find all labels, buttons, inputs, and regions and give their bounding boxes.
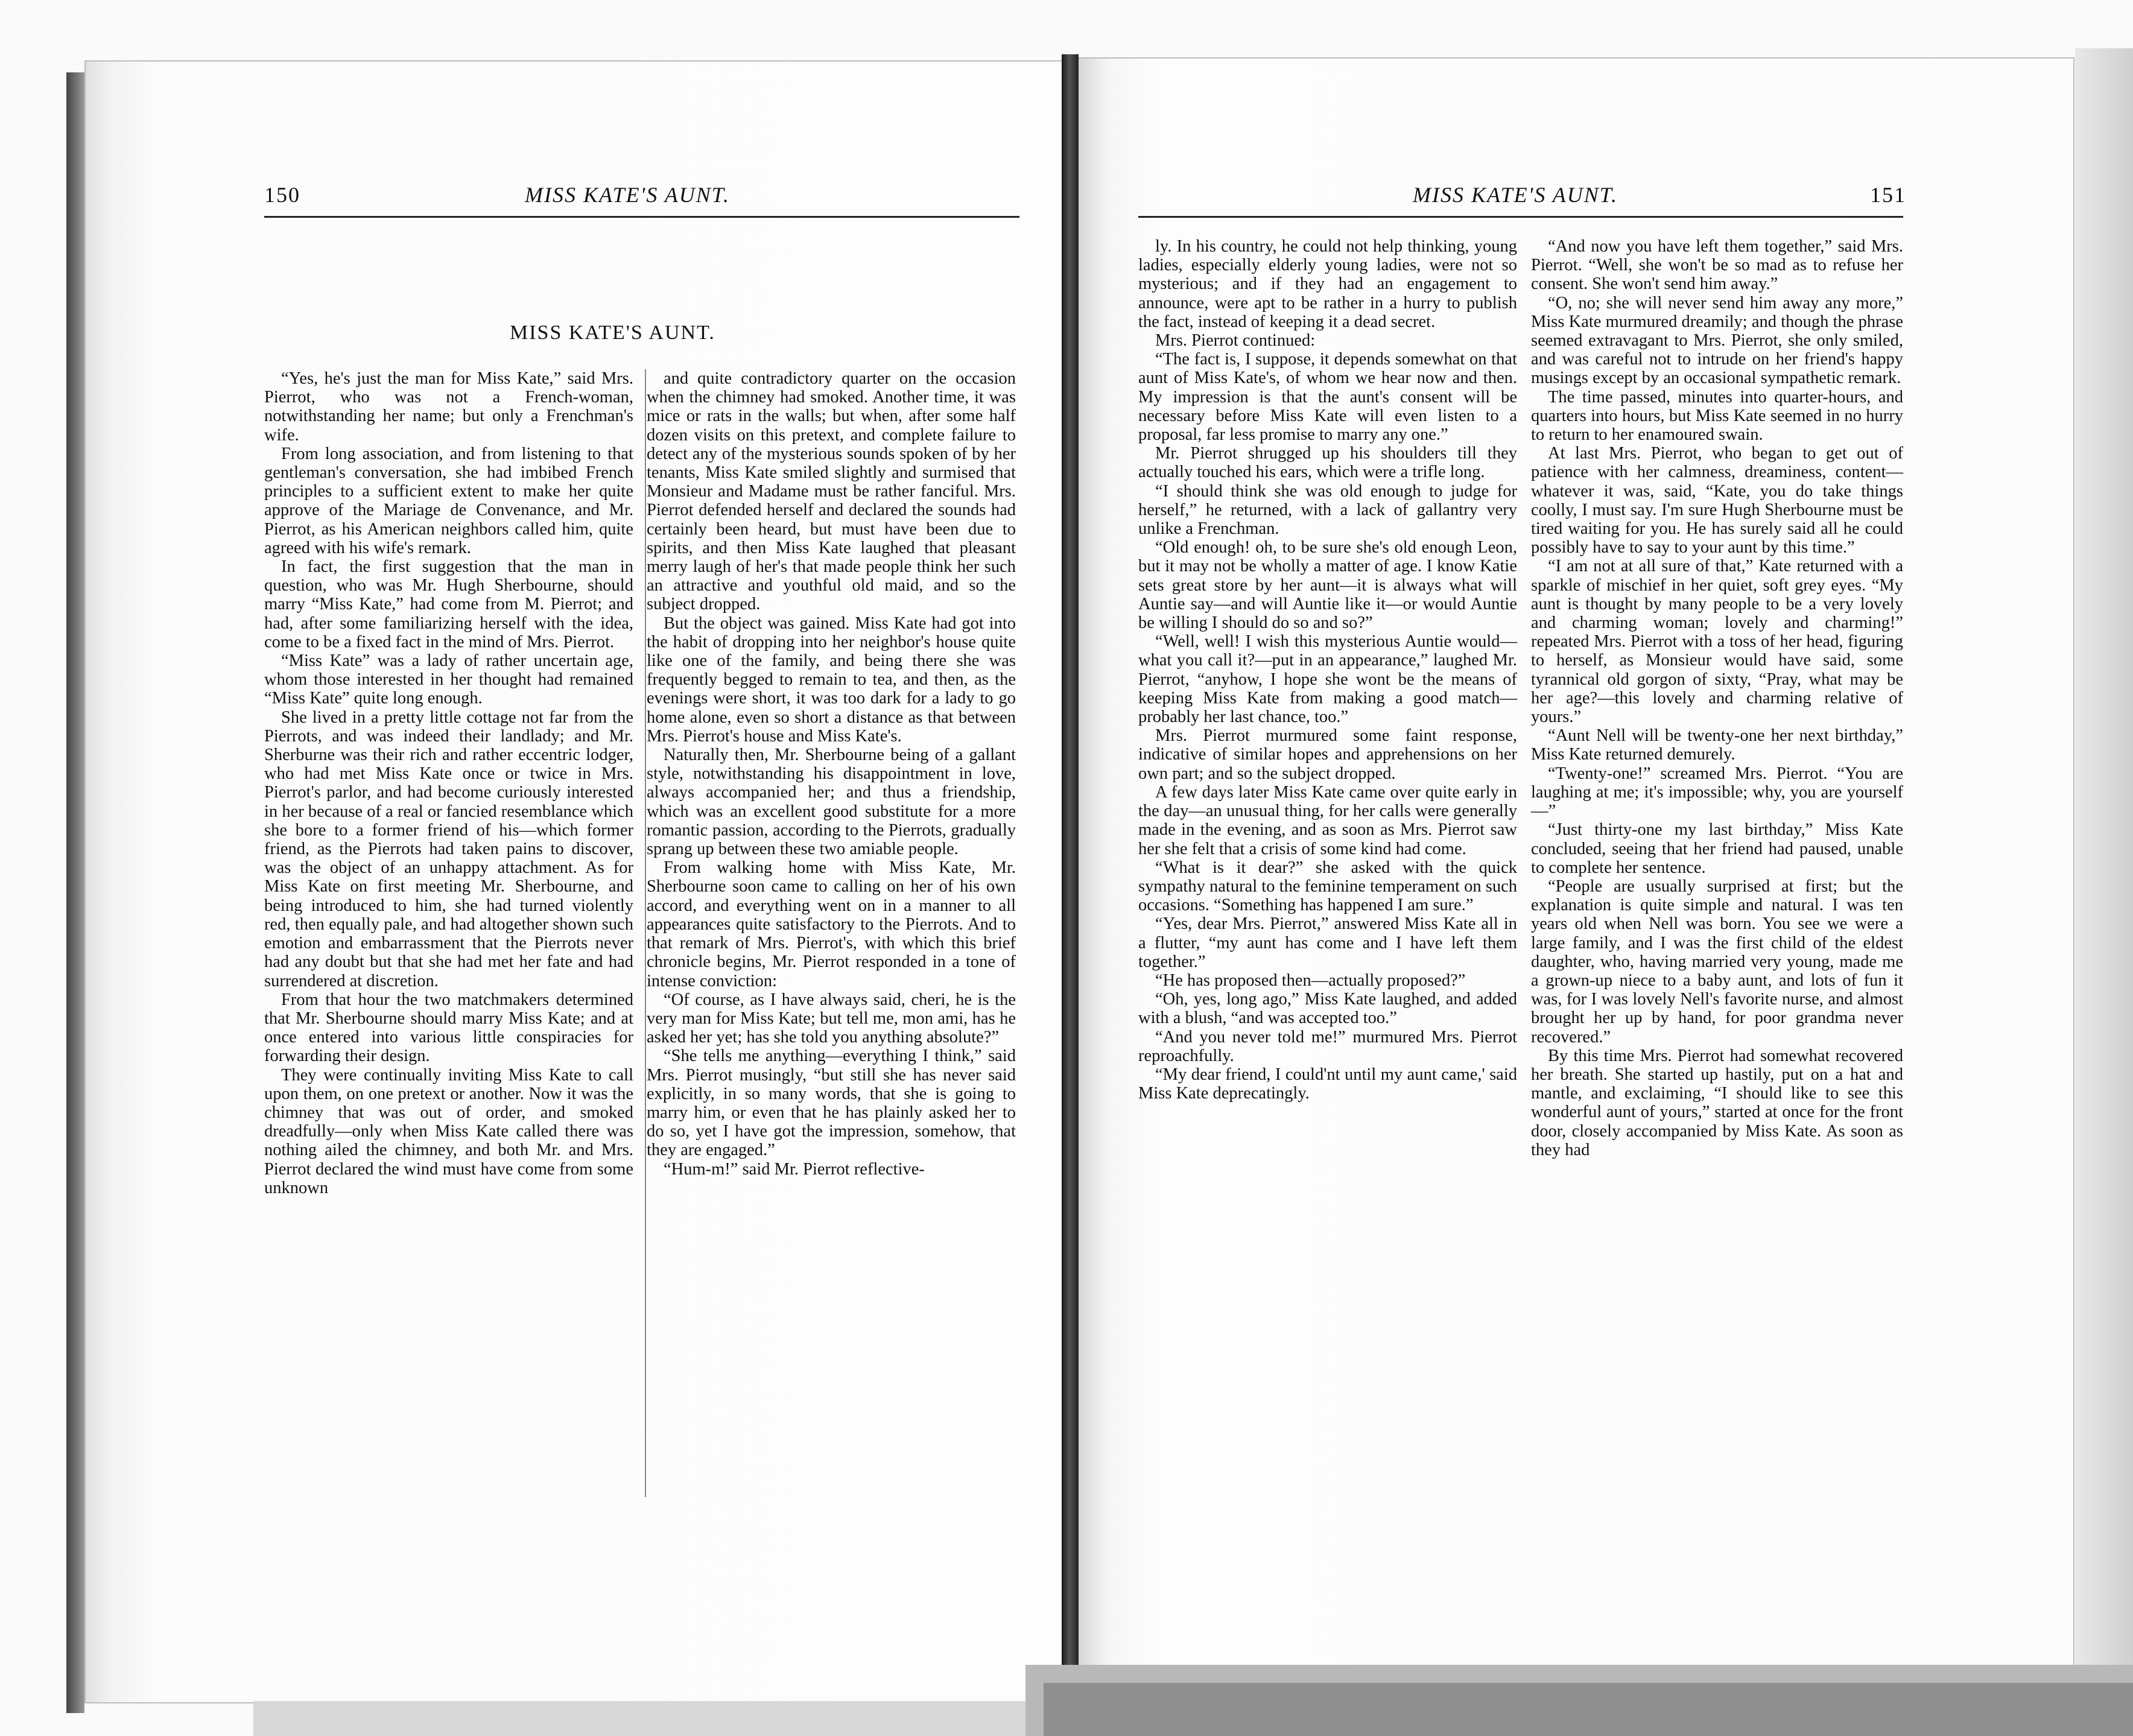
paragraph: Mrs. Pierrot continued:	[1155, 331, 1316, 350]
left-page-column-2	[647, 369, 1016, 1179]
paragraph: “Old enough! oh, to be sure she's old enough Leon, but it may not be wholly a matter of age. I know Katie sets great store by her aunt—it is always what will Auntie say—and will Auntie like it—or would Auntie be willing I should do so and so?”	[1138, 538, 1517, 633]
right-page-column-1	[1138, 237, 1517, 1103]
paragraph: “The fact is, I suppose, it depends somewhat on that aunt of Miss Kate's, of whom we hear now and then. My impression is that the aunt's consent will be necessary before Miss Kate will even listen to a proposal, far less promise to marry any one.”	[1138, 350, 1517, 445]
paragraph: “Aunt Nell will be twenty-one her next birthday,” Miss Kate returned demurely.	[1531, 726, 1903, 764]
page-number-right: 151	[1870, 183, 1906, 207]
running-head-left: MISS KATE'S AUNT.	[525, 183, 731, 207]
paragraph: ly. In his country, he could not help thinking, young ladies, especially elderly young ladies, were not so mysterious; and if they had an engagement to announce, were apt to be rather in a hurry to publish the fact, instead of keeping it a dead secret.	[1138, 237, 1517, 331]
page-number-left: 150	[264, 183, 300, 207]
paragraph: “Miss Kate” was a lady of rather uncertain age, whom those interested in her thought had remained “Miss Kate” quite long enough.	[264, 651, 633, 708]
paragraph: Mr. Pierrot shrugged up his shoulders till they actually touched his ears, which were a trifle long.	[1138, 444, 1517, 482]
paragraph: A few days later Miss Kate came over quite early in the day—an unusual thing, for her calls were generally made in the evening, and as soon as Mrs. Pierrot saw her she felt that a crisis of some kind had come.	[1138, 782, 1517, 858]
paragraph: “Of course, as I have always said, cheri, he is the very man for Miss Kate; but tell me, mon ami, has he asked her yet; has she told you anything absolute?”	[647, 990, 1016, 1047]
paragraph: “People are usually surprised at first; but the explanation is quite simple and natural. I was ten years old when Nell was born. You see we were a large family, and I was the first child of the eldest daughter, who, having married very young, made me a grown-up niece to a baby aunt, and lots of fun it was, for I was lovely Nell's favorite nurse, and almost brought her up by hand, for poor grandma never recovered.”	[1531, 876, 1903, 1047]
torn-edge-left	[253, 1701, 1056, 1736]
header-rule-left	[264, 216, 1019, 218]
paragraph: “Hum-m!” said Mr. Pierrot reflective-	[664, 1159, 925, 1179]
torn-edge-bottom-dark	[1044, 1683, 2133, 1736]
article-title: MISS KATE'S AUNT.	[510, 322, 715, 344]
paragraph: “He has proposed then—actually proposed?”	[1155, 971, 1466, 990]
paragraph: “Well, well! I wish this mysterious Auntie would—what you call it?—put in an appearance,” laughed Mr. Pierrot, “anyhow, I hope she wont be the means of keeping Miss Kate from making a good match—probably her last chance, too.”	[1138, 632, 1517, 727]
paragraph: “Yes, he's just the man for Miss Kate,” said Mrs. Pierrot, who was not a French-woman, notwithstanding her name; but only a Frenchman's wife.	[264, 369, 633, 445]
paragraph: “I am not at all sure of that,” Kate returned with a sparkle of mischief in her quiet, soft grey eyes. “My aunt is thought by many people to be a very lovely and charming woman; lovely and charming!” repeated Mrs. Pierrot with a toss of her head, figuring to herself, as Monsieur would have said, some tyrannical old gorgon of sixty, “Pray, what may be her age?—this lovely and charming relative of yours.”	[1531, 557, 1903, 727]
paragraph: In fact, the first suggestion that the man in question, who was Mr. Hugh Sherbourne, should marry “Miss Kate,” had come from M. Pierrot; and had, after some familiarizing herself with the idea, come to be a fixed fact in the mind of Mrs. Pierrot.	[264, 557, 633, 651]
header-rule-right	[1138, 216, 1903, 218]
paragraph: They were continually inviting Miss Kate to call upon them, on one pretext or another. Now it was the chimney that was out of order, and smoked dreadfully—only when Miss Kate called there was nothing ailed the chimney, and both Mr. and Mrs. Pierrot declared the wind must have come from some unknown	[264, 1065, 633, 1197]
page-edge-right	[2075, 48, 2133, 1713]
page-edge-left	[66, 72, 84, 1713]
paragraph: “Oh, yes, long ago,” Miss Kate laughed, and added with a blush, “and was accepted too.”	[1138, 990, 1517, 1028]
book-gutter	[1062, 54, 1079, 1707]
right-page-column-2	[1531, 237, 1903, 1159]
paragraph: At last Mrs. Pierrot, who began to get out of patience with her calmness, dreaminess, content—whatever it was, said, “Kate, you do take things coolly, I must say. I'm sure Hugh Sherbourne must be tired waiting for you. He has surely said all he could possibly have to say to your aunt by this time.”	[1531, 444, 1903, 557]
paragraph: The time passed, minutes into quarter-hours, and quarters into hours, but Miss Kate seemed in no hurry to return to her enamoured swain.	[1531, 387, 1903, 445]
paragraph: By this time Mrs. Pierrot had somewhat recovered her breath. She started up hastily, put on a hat and mantle, and exclaiming, “I should like to see this wonderful aunt of yours,” started at once for the front door, closely accompanied by Miss Kate. As soon as they had	[1531, 1046, 1903, 1159]
paragraph: “Yes, dear Mrs. Pierrot,” answered Miss Kate all in a flutter, “my aunt has come and I have left them together.”	[1138, 914, 1517, 971]
paragraph: “My dear friend, I could'nt until my aunt came,' said Miss Kate deprecatingly.	[1138, 1065, 1517, 1103]
paragraph: But the object was gained. Miss Kate had got into the habit of dropping into her neighbor's house quite like one of the family, and being there she was frequently begged to remain to tea, and then, as the evenings were short, it was too dark for a lady to go home alone, even so short a distance as that between Mrs. Pierrot's house and Miss Kate's.	[647, 613, 1016, 746]
paragraph: Mrs. Pierrot murmured some faint response, indicative of similar hopes and apprehensions on her own part; and so the subject dropped.	[1138, 726, 1517, 783]
paragraph: and quite contradictory quarter on the occasion when the chimney had smoked. Another time, it was mice or rats in the walls; but when, after some half dozen visits on this pretext, and complete failure to detect any of the mysterious sounds spoken of by her tenants, Miss Kate smiled slightly and surmised that Monsieur and Madame must be rather fanciful. Mrs. Pierrot defended herself and declared the sounds had certainly been heard, but must have been due to spirits, and then Miss Kate laughed that pleasant merry laugh of her's that made people think her such an attractive and youthful old maid, and so the subject dropped.	[647, 369, 1016, 614]
paragraph: “What is it dear?” she asked with the quick sympathy natural to the feminine temperament on such occasions. “Something has happened I am sure.”	[1138, 858, 1517, 915]
paragraph: Naturally then, Mr. Sherbourne being of a gallant style, notwithstanding his disappointment in love, always accompanied her; and thus a friendship, which was an excellent good substitute for a more romantic passion, according to the Pierrots, gradually sprang up between these two amiable people.	[647, 746, 1016, 859]
paragraph: She lived in a pretty little cottage not far from the Pierrots, and was indeed their landlady; and Mr. Sherburne was their rich and rather eccentric lodger, who had met Miss Kate once or twice in Mrs. Pierrot's parlor, and had become curiously interested in her because of a real or fancied resemblance which she bore to a former friend of his—which former friend, as the Pierrots had taken pains to discover, was the object of an unhappy attachment. As for Miss Kate on first meeting Mr. Sherbourne, and being introduced to him, she had turned violently red, then equally pale, and had altogether shown such emotion and embarrassment that the Pierrots never had any doubt but that she had met her fate and had surrendered at discretion.	[264, 708, 633, 990]
paragraph: “Twenty-one!” screamed Mrs. Pierrot. “You are laughing at me; it's impossible; why, you are yourself—”	[1531, 764, 1903, 821]
paragraph: “And you never told me!” murmured Mrs. Pierrot reproachfully.	[1138, 1027, 1517, 1065]
paragraph: “I should think she was old enough to judge for herself,” he returned, with a lack of gallantry very unlike a Frenchman.	[1138, 481, 1517, 539]
paragraph: From walking home with Miss Kate, Mr. Sherbourne soon came to calling on her of his own accord, and everything went on in a manner to all appearances quite satisfactory to the Pierrots. And to that remark of Mrs. Pierrot's, with which this brief chronicle begins, Mr. Pierrot responded in a tone of intense conviction:	[647, 858, 1016, 990]
column-divider	[645, 369, 646, 1497]
running-head-right: MISS KATE'S AUNT.	[1413, 183, 1618, 207]
paragraph: From that hour the two matchmakers determined that Mr. Sherbourne should marry Miss Kate; and at once entered into various little conspiracies for forwarding their design.	[264, 990, 633, 1066]
paragraph: “Just thirty-one my last birthday,” Miss Kate concluded, seeing that her friend had paused, unable to complete her sentence.	[1531, 820, 1903, 877]
left-page-column-1	[264, 369, 633, 1197]
paragraph: “And now you have left them together,” said Mrs. Pierrot. “Well, she won't be so mad as to refuse her consent. She won't send him away.”	[1531, 237, 1903, 294]
paragraph: “She tells me anything—everything I think,” said Mrs. Pierrot musingly, “but still she has never said explicitly, in so many words, that she is going to marry him, or even that he has plainly asked her to do so, yet I have got the impression, somehow, that they are engaged.”	[647, 1047, 1016, 1160]
paragraph: “O, no; she will never send him away any more,” Miss Kate murmured dreamily; and though the phrase seemed extravagant to Mrs. Pierrot, she only smiled, and was careful not to intrude on her friend's happy musings except by an occasional sympathetic remark.	[1531, 293, 1903, 388]
paragraph: From long association, and from listening to that gentleman's conversation, she had imbibed French principles to a sufficient extent to make her quite approve of the Mariage de Convenance, and Mr. Pierrot, as his American neighbors called him, quite agreed with his wife's remark.	[264, 444, 633, 557]
